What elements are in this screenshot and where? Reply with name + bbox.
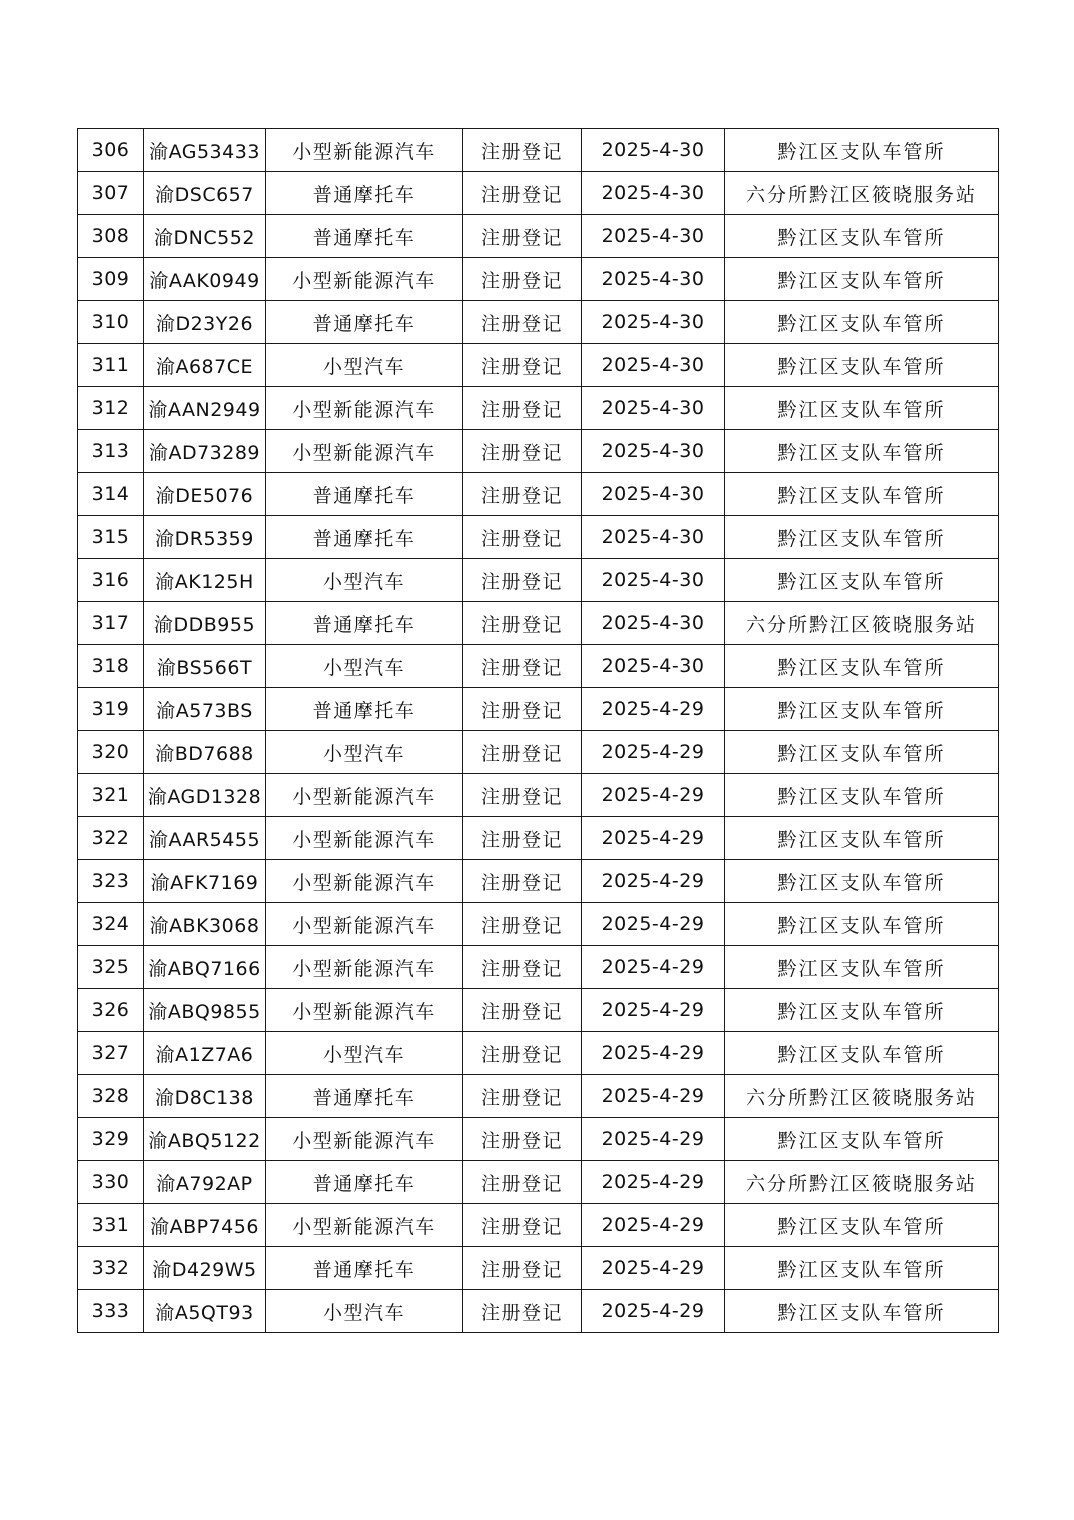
vehicle-type-cell: 小型汽车	[266, 1290, 463, 1333]
plate-number-cell: 渝AAN2949	[144, 387, 266, 430]
date-cell: 2025-4-29	[582, 1075, 725, 1118]
vehicle-type-cell: 小型新能源汽车	[266, 258, 463, 301]
row-number-cell: 306	[78, 129, 144, 172]
vehicle-type-cell: 小型汽车	[266, 1032, 463, 1075]
table-row	[78, 387, 999, 430]
table-row	[78, 731, 999, 774]
table-row	[78, 516, 999, 559]
business-type-cell: 注册登记	[463, 301, 582, 344]
business-type-cell: 注册登记	[463, 172, 582, 215]
row-number-cell: 310	[78, 301, 144, 344]
office-cell: 六分所黔江区筱晓服务站	[725, 1075, 999, 1118]
office-cell: 黔江区支队车管所	[725, 258, 999, 301]
business-type-cell: 注册登记	[463, 1032, 582, 1075]
vehicle-type-cell: 普通摩托车	[266, 172, 463, 215]
row-number-cell: 325	[78, 946, 144, 989]
office-cell: 黔江区支队车管所	[725, 645, 999, 688]
table-row	[78, 946, 999, 989]
business-type-cell: 注册登记	[463, 516, 582, 559]
plate-number-cell: 渝D429W5	[144, 1247, 266, 1290]
plate-number-cell: 渝ABQ5122	[144, 1118, 266, 1161]
business-type-cell: 注册登记	[463, 903, 582, 946]
row-number-cell: 328	[78, 1075, 144, 1118]
table-row	[78, 860, 999, 903]
row-number-cell: 311	[78, 344, 144, 387]
business-type-cell: 注册登记	[463, 258, 582, 301]
row-number-cell: 322	[78, 817, 144, 860]
table-row	[78, 1118, 999, 1161]
plate-number-cell: 渝DNC552	[144, 215, 266, 258]
plate-number-cell: 渝A1Z7A6	[144, 1032, 266, 1075]
plate-number-cell: 渝A573BS	[144, 688, 266, 731]
plate-number-cell: 渝AD73289	[144, 430, 266, 473]
office-cell: 黔江区支队车管所	[725, 430, 999, 473]
table-row	[78, 301, 999, 344]
office-cell: 黔江区支队车管所	[725, 387, 999, 430]
date-cell: 2025-4-30	[582, 430, 725, 473]
table-row	[78, 1290, 999, 1333]
table-row	[78, 645, 999, 688]
row-number-cell: 309	[78, 258, 144, 301]
date-cell: 2025-4-30	[582, 387, 725, 430]
vehicle-type-cell: 小型新能源汽车	[266, 946, 463, 989]
date-cell: 2025-4-30	[582, 645, 725, 688]
business-type-cell: 注册登记	[463, 129, 582, 172]
plate-number-cell: 渝A5QT93	[144, 1290, 266, 1333]
row-number-cell: 323	[78, 860, 144, 903]
row-number-cell: 332	[78, 1247, 144, 1290]
office-cell: 六分所黔江区筱晓服务站	[725, 1161, 999, 1204]
business-type-cell: 注册登记	[463, 559, 582, 602]
vehicle-type-cell: 小型新能源汽车	[266, 430, 463, 473]
date-cell: 2025-4-29	[582, 731, 725, 774]
plate-number-cell: 渝DDB955	[144, 602, 266, 645]
vehicle-type-cell: 普通摩托车	[266, 1161, 463, 1204]
vehicle-type-cell: 普通摩托车	[266, 215, 463, 258]
date-cell: 2025-4-29	[582, 1118, 725, 1161]
plate-number-cell: 渝AGD1328	[144, 774, 266, 817]
vehicle-type-cell: 小型新能源汽车	[266, 129, 463, 172]
office-cell: 黔江区支队车管所	[725, 731, 999, 774]
date-cell: 2025-4-29	[582, 1247, 725, 1290]
plate-number-cell: 渝DE5076	[144, 473, 266, 516]
date-cell: 2025-4-29	[582, 1204, 725, 1247]
date-cell: 2025-4-30	[582, 344, 725, 387]
row-number-cell: 312	[78, 387, 144, 430]
office-cell: 黔江区支队车管所	[725, 344, 999, 387]
vehicle-registration-table	[77, 128, 999, 1333]
table-row	[78, 172, 999, 215]
plate-number-cell: 渝ABQ7166	[144, 946, 266, 989]
row-number-cell: 314	[78, 473, 144, 516]
business-type-cell: 注册登记	[463, 1075, 582, 1118]
office-cell: 黔江区支队车管所	[725, 774, 999, 817]
row-number-cell: 320	[78, 731, 144, 774]
table-row	[78, 129, 999, 172]
plate-number-cell: 渝ABQ9855	[144, 989, 266, 1032]
plate-number-cell: 渝BD7688	[144, 731, 266, 774]
date-cell: 2025-4-29	[582, 1161, 725, 1204]
vehicle-type-cell: 小型汽车	[266, 731, 463, 774]
office-cell: 黔江区支队车管所	[725, 1247, 999, 1290]
table-body	[78, 129, 999, 1333]
office-cell: 黔江区支队车管所	[725, 215, 999, 258]
table-row	[78, 344, 999, 387]
vehicle-type-cell: 普通摩托车	[266, 688, 463, 731]
business-type-cell: 注册登记	[463, 344, 582, 387]
row-number-cell: 308	[78, 215, 144, 258]
table-row	[78, 1032, 999, 1075]
plate-number-cell: 渝DR5359	[144, 516, 266, 559]
vehicle-type-cell: 普通摩托车	[266, 1075, 463, 1118]
vehicle-type-cell: 小型新能源汽车	[266, 1204, 463, 1247]
business-type-cell: 注册登记	[463, 602, 582, 645]
date-cell: 2025-4-29	[582, 903, 725, 946]
plate-number-cell: 渝AAR5455	[144, 817, 266, 860]
office-cell: 黔江区支队车管所	[725, 1290, 999, 1333]
business-type-cell: 注册登记	[463, 860, 582, 903]
business-type-cell: 注册登记	[463, 430, 582, 473]
vehicle-type-cell: 小型新能源汽车	[266, 774, 463, 817]
vehicle-type-cell: 小型汽车	[266, 559, 463, 602]
date-cell: 2025-4-29	[582, 946, 725, 989]
office-cell: 黔江区支队车管所	[725, 1118, 999, 1161]
business-type-cell: 注册登记	[463, 989, 582, 1032]
business-type-cell: 注册登记	[463, 1118, 582, 1161]
row-number-cell: 319	[78, 688, 144, 731]
table-row	[78, 989, 999, 1032]
business-type-cell: 注册登记	[463, 215, 582, 258]
office-cell: 黔江区支队车管所	[725, 1032, 999, 1075]
row-number-cell: 331	[78, 1204, 144, 1247]
business-type-cell: 注册登记	[463, 1247, 582, 1290]
table-row	[78, 258, 999, 301]
date-cell: 2025-4-30	[582, 301, 725, 344]
office-cell: 黔江区支队车管所	[725, 516, 999, 559]
vehicle-type-cell: 小型新能源汽车	[266, 860, 463, 903]
row-number-cell: 313	[78, 430, 144, 473]
table-row	[78, 817, 999, 860]
date-cell: 2025-4-29	[582, 774, 725, 817]
table-row	[78, 1247, 999, 1290]
vehicle-type-cell: 小型新能源汽车	[266, 989, 463, 1032]
date-cell: 2025-4-29	[582, 989, 725, 1032]
business-type-cell: 注册登记	[463, 1161, 582, 1204]
table-row	[78, 774, 999, 817]
plate-number-cell: 渝D8C138	[144, 1075, 266, 1118]
date-cell: 2025-4-29	[582, 860, 725, 903]
business-type-cell: 注册登记	[463, 473, 582, 516]
plate-number-cell: 渝D23Y26	[144, 301, 266, 344]
plate-number-cell: 渝DSC657	[144, 172, 266, 215]
row-number-cell: 321	[78, 774, 144, 817]
office-cell: 六分所黔江区筱晓服务站	[725, 602, 999, 645]
plate-number-cell: 渝ABP7456	[144, 1204, 266, 1247]
row-number-cell: 307	[78, 172, 144, 215]
office-cell: 黔江区支队车管所	[725, 301, 999, 344]
business-type-cell: 注册登记	[463, 731, 582, 774]
table-row	[78, 688, 999, 731]
table-row	[78, 430, 999, 473]
table-row	[78, 1161, 999, 1204]
row-number-cell: 324	[78, 903, 144, 946]
vehicle-type-cell: 普通摩托车	[266, 1247, 463, 1290]
business-type-cell: 注册登记	[463, 688, 582, 731]
date-cell: 2025-4-30	[582, 258, 725, 301]
office-cell: 六分所黔江区筱晓服务站	[725, 172, 999, 215]
vehicle-type-cell: 普通摩托车	[266, 516, 463, 559]
table-row	[78, 215, 999, 258]
business-type-cell: 注册登记	[463, 645, 582, 688]
office-cell: 黔江区支队车管所	[725, 903, 999, 946]
date-cell: 2025-4-30	[582, 473, 725, 516]
business-type-cell: 注册登记	[463, 1204, 582, 1247]
business-type-cell: 注册登记	[463, 387, 582, 430]
date-cell: 2025-4-30	[582, 172, 725, 215]
plate-number-cell: 渝AK125H	[144, 559, 266, 602]
table-row	[78, 559, 999, 602]
date-cell: 2025-4-30	[582, 602, 725, 645]
table-row	[78, 602, 999, 645]
date-cell: 2025-4-29	[582, 1032, 725, 1075]
vehicle-type-cell: 普通摩托车	[266, 301, 463, 344]
date-cell: 2025-4-30	[582, 215, 725, 258]
row-number-cell: 329	[78, 1118, 144, 1161]
vehicle-type-cell: 小型新能源汽车	[266, 903, 463, 946]
vehicle-type-cell: 小型新能源汽车	[266, 1118, 463, 1161]
date-cell: 2025-4-30	[582, 129, 725, 172]
business-type-cell: 注册登记	[463, 1290, 582, 1333]
office-cell: 黔江区支队车管所	[725, 989, 999, 1032]
plate-number-cell: 渝A792AP	[144, 1161, 266, 1204]
row-number-cell: 327	[78, 1032, 144, 1075]
vehicle-type-cell: 小型汽车	[266, 645, 463, 688]
row-number-cell: 317	[78, 602, 144, 645]
vehicle-type-cell: 小型新能源汽车	[266, 387, 463, 430]
office-cell: 黔江区支队车管所	[725, 1204, 999, 1247]
office-cell: 黔江区支队车管所	[725, 473, 999, 516]
date-cell: 2025-4-30	[582, 559, 725, 602]
plate-number-cell: 渝AG53433	[144, 129, 266, 172]
table-row	[78, 903, 999, 946]
date-cell: 2025-4-29	[582, 1290, 725, 1333]
date-cell: 2025-4-30	[582, 516, 725, 559]
office-cell: 黔江区支队车管所	[725, 946, 999, 989]
plate-number-cell: 渝AFK7169	[144, 860, 266, 903]
business-type-cell: 注册登记	[463, 946, 582, 989]
table-row	[78, 1204, 999, 1247]
office-cell: 黔江区支队车管所	[725, 129, 999, 172]
plate-number-cell: 渝AAK0949	[144, 258, 266, 301]
plate-number-cell: 渝BS566T	[144, 645, 266, 688]
vehicle-type-cell: 普通摩托车	[266, 602, 463, 645]
business-type-cell: 注册登记	[463, 774, 582, 817]
table-row	[78, 473, 999, 516]
office-cell: 黔江区支队车管所	[725, 559, 999, 602]
business-type-cell: 注册登记	[463, 817, 582, 860]
vehicle-type-cell: 小型汽车	[266, 344, 463, 387]
row-number-cell: 326	[78, 989, 144, 1032]
date-cell: 2025-4-29	[582, 688, 725, 731]
row-number-cell: 318	[78, 645, 144, 688]
row-number-cell: 315	[78, 516, 144, 559]
office-cell: 黔江区支队车管所	[725, 817, 999, 860]
office-cell: 黔江区支队车管所	[725, 860, 999, 903]
plate-number-cell: 渝A687CE	[144, 344, 266, 387]
vehicle-type-cell: 小型新能源汽车	[266, 817, 463, 860]
row-number-cell: 316	[78, 559, 144, 602]
plate-number-cell: 渝ABK3068	[144, 903, 266, 946]
date-cell: 2025-4-29	[582, 817, 725, 860]
row-number-cell: 333	[78, 1290, 144, 1333]
vehicle-type-cell: 普通摩托车	[266, 473, 463, 516]
row-number-cell: 330	[78, 1161, 144, 1204]
table-row	[78, 1075, 999, 1118]
office-cell: 黔江区支队车管所	[725, 688, 999, 731]
